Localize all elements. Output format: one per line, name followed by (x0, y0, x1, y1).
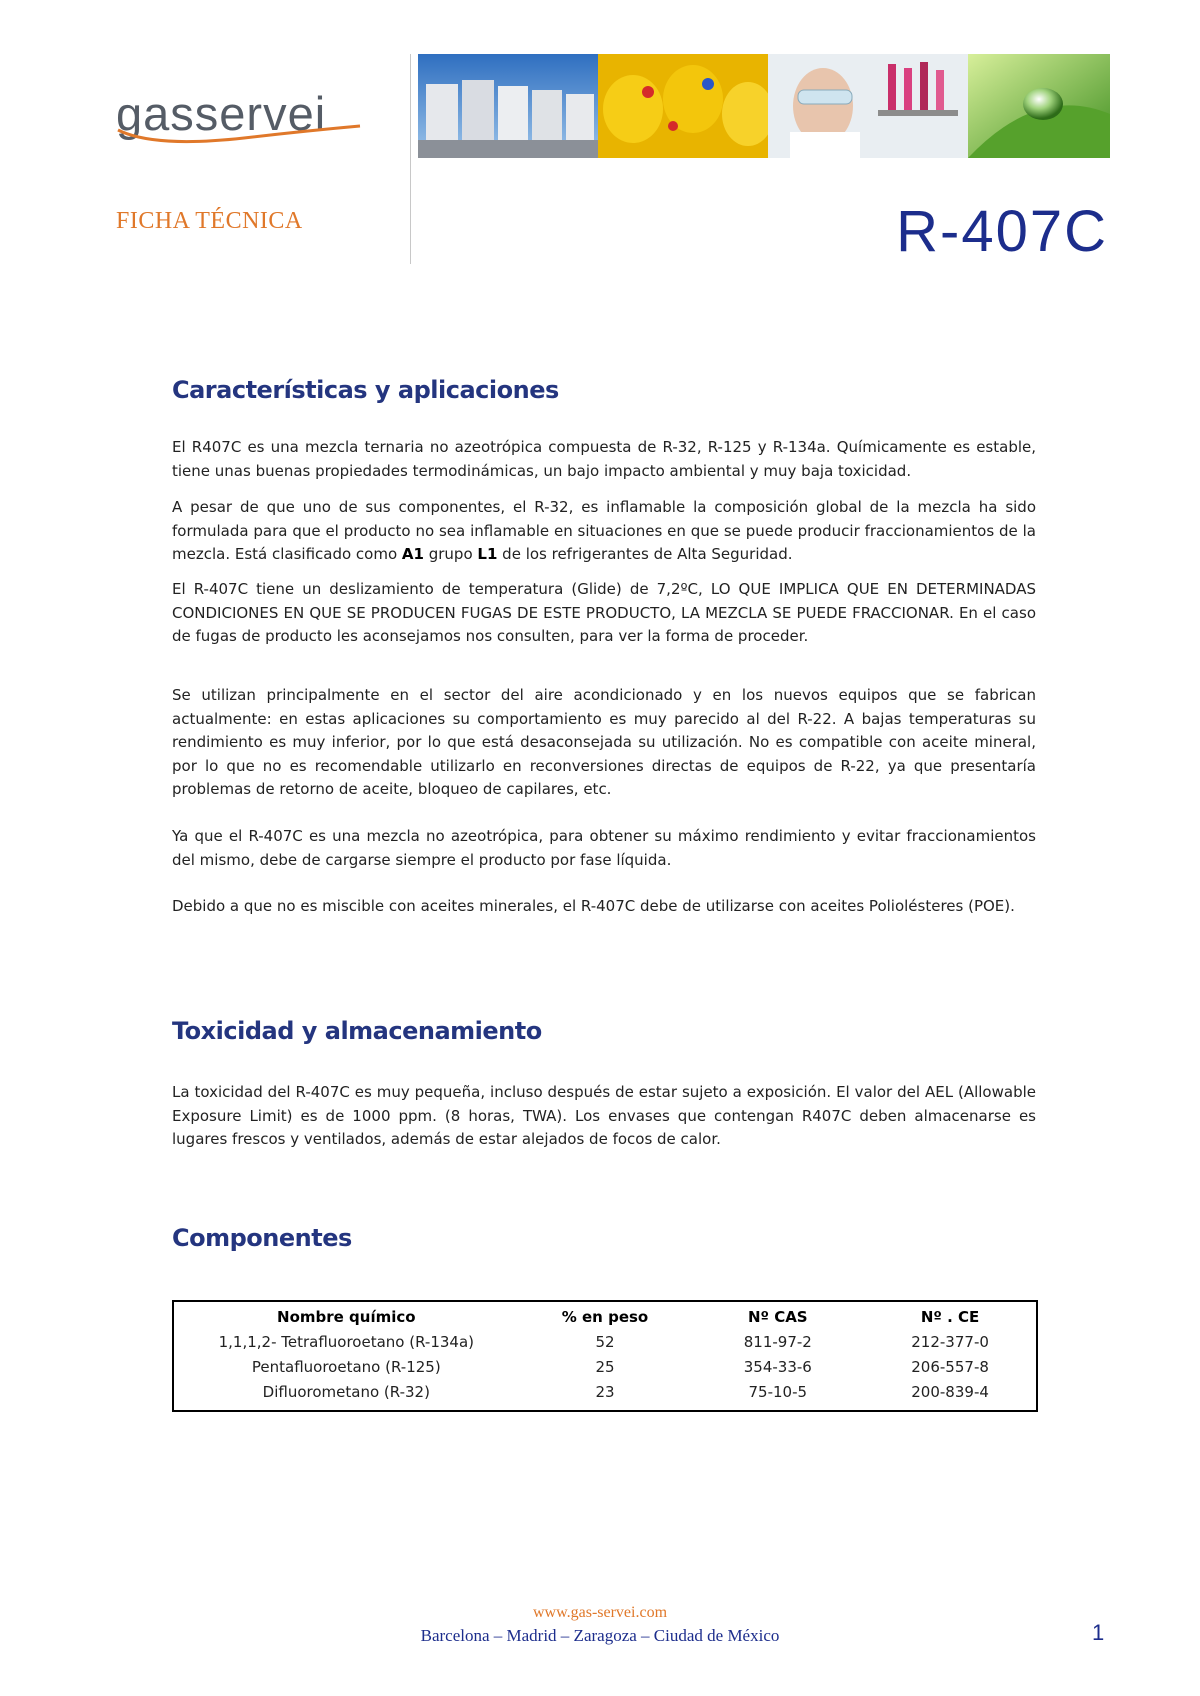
paragraph-glide: El R-407C tiene un deslizamiento de temperatura (Glide) de 7,2ºC, LO QUE IMPLICA QUE EN DETERMINADAS CONDICIONES EN QUE SE PRODUCEN FUGAS DE ESTE PRODUCTO, LA MEZCLA SE PUEDE FRACCIONAR. En el caso de fugas de producto les aconsejamos nos consulten, para ver la forma de proceder. (172, 580, 1036, 645)
section-title-components: Componentes (172, 1224, 352, 1252)
paragraph-applications: Se utilizan principalmente en el sector del aire acondicionado y en los nuevos equipos que se fabrican actualmente: en estas aplicaciones su comportamiento es muy parecido al del R-22. A bajas temperaturas su rendimiento es muy inferior, por lo que está desaconsejada su utilización. No es compatible con aceite mineral, por lo que no es recomendable utilizarlo en reconversiones directas de equipos de R-22, ya que presentaría problemas de retorno de aceite, bloqueo de capilares, etc. (172, 686, 1036, 798)
table-header-row (173, 1301, 1037, 1329)
footer-website-link[interactable]: www.gas-servei.com (532, 1604, 668, 1621)
class-l1: L1 (477, 545, 498, 563)
paragraph-flammability: A pesar de que uno de sus componentes, el R-32, es inflamable la composición global de la mezcla ha sido formulada para que el producto no sea inflamable en situaciones en que se puede producir fraccionamientos de la mezcla. Está clasificado como A1 grupo L1 de los refrigerantes de Alta Seguridad. (172, 498, 1036, 563)
table-row (173, 1354, 1037, 1379)
cell-name: Difluorometano (R-32) (262, 1382, 430, 1401)
section-title-toxicity: Toxicidad y almacenamiento (172, 1017, 542, 1045)
column-header-name: Nombre químico (277, 1308, 416, 1326)
column-header-weight: % en peso (561, 1308, 649, 1326)
cell-name: Pentafluoroetano (R-125) (251, 1357, 441, 1376)
class-a1: A1 (401, 545, 424, 563)
components-table (172, 1300, 1038, 1412)
table-row (173, 1379, 1037, 1411)
section-title-characteristics: Características y aplicaciones (172, 376, 559, 404)
paragraph-toxicity: La toxicidad del R-407C es muy pequeña, incluso después de estar sujeto a exposición. El valor del AEL (Allowable Exposure Limit) es de 1000 ppm. (8 horas, TWA). Los envases que contengan R407C deben almacenarse es lugares frescos y ventilados, además de estar alejados de focos de calor. (172, 1083, 1036, 1148)
company-logo: gasservei (116, 87, 327, 140)
logo-swoosh-icon (114, 124, 364, 146)
cell-cas: 354-33-6 (743, 1357, 812, 1376)
column-header-ce: Nº . CE (920, 1308, 980, 1326)
column-header-cas: Nº CAS (747, 1308, 808, 1326)
cell-weight: 52 (595, 1332, 615, 1351)
page-number: 1 (1092, 1620, 1105, 1645)
header-banner-image (418, 54, 1110, 158)
cell-ce: 212-377-0 (911, 1332, 989, 1351)
footer-cities: Barcelona – Madrid – Zaragoza – Ciudad de México (420, 1626, 780, 1645)
cell-weight: 25 (595, 1357, 615, 1376)
paragraph-charging: Ya que el R-407C es una mezcla no azeotrópica, para obtener su máximo rendimiento y evitar fraccionamientos del mismo, debe de cargarse siempre el producto por fase líquida. (172, 827, 1036, 869)
document-type: FICHA TÉCNICA (116, 208, 303, 234)
cell-ce: 206-557-8 (911, 1357, 989, 1376)
table-row (173, 1329, 1037, 1354)
header-divider (410, 54, 411, 264)
paragraph-oil: Debido a que no es miscible con aceites minerales, el R-407C debe de utilizarse con aceites Poliolésteres (POE). (172, 897, 1015, 915)
product-code: R-407C (896, 199, 1108, 264)
cell-weight: 23 (595, 1382, 615, 1401)
paragraph-intro: El R407C es una mezcla ternaria no azeotrópica compuesta de R-32, R-125 y R-134a. Químicamente es estable, tiene unas buenas propiedades termodinámicas, un bajo impacto ambiental y muy baja toxicidad. (172, 438, 1036, 480)
cell-cas: 75-10-5 (748, 1382, 808, 1401)
cell-cas: 811-97-2 (743, 1332, 812, 1351)
cell-name: 1,1,1,2- Tetrafluoroetano (R-134a) (218, 1332, 474, 1351)
cell-ce: 200-839-4 (911, 1382, 989, 1401)
